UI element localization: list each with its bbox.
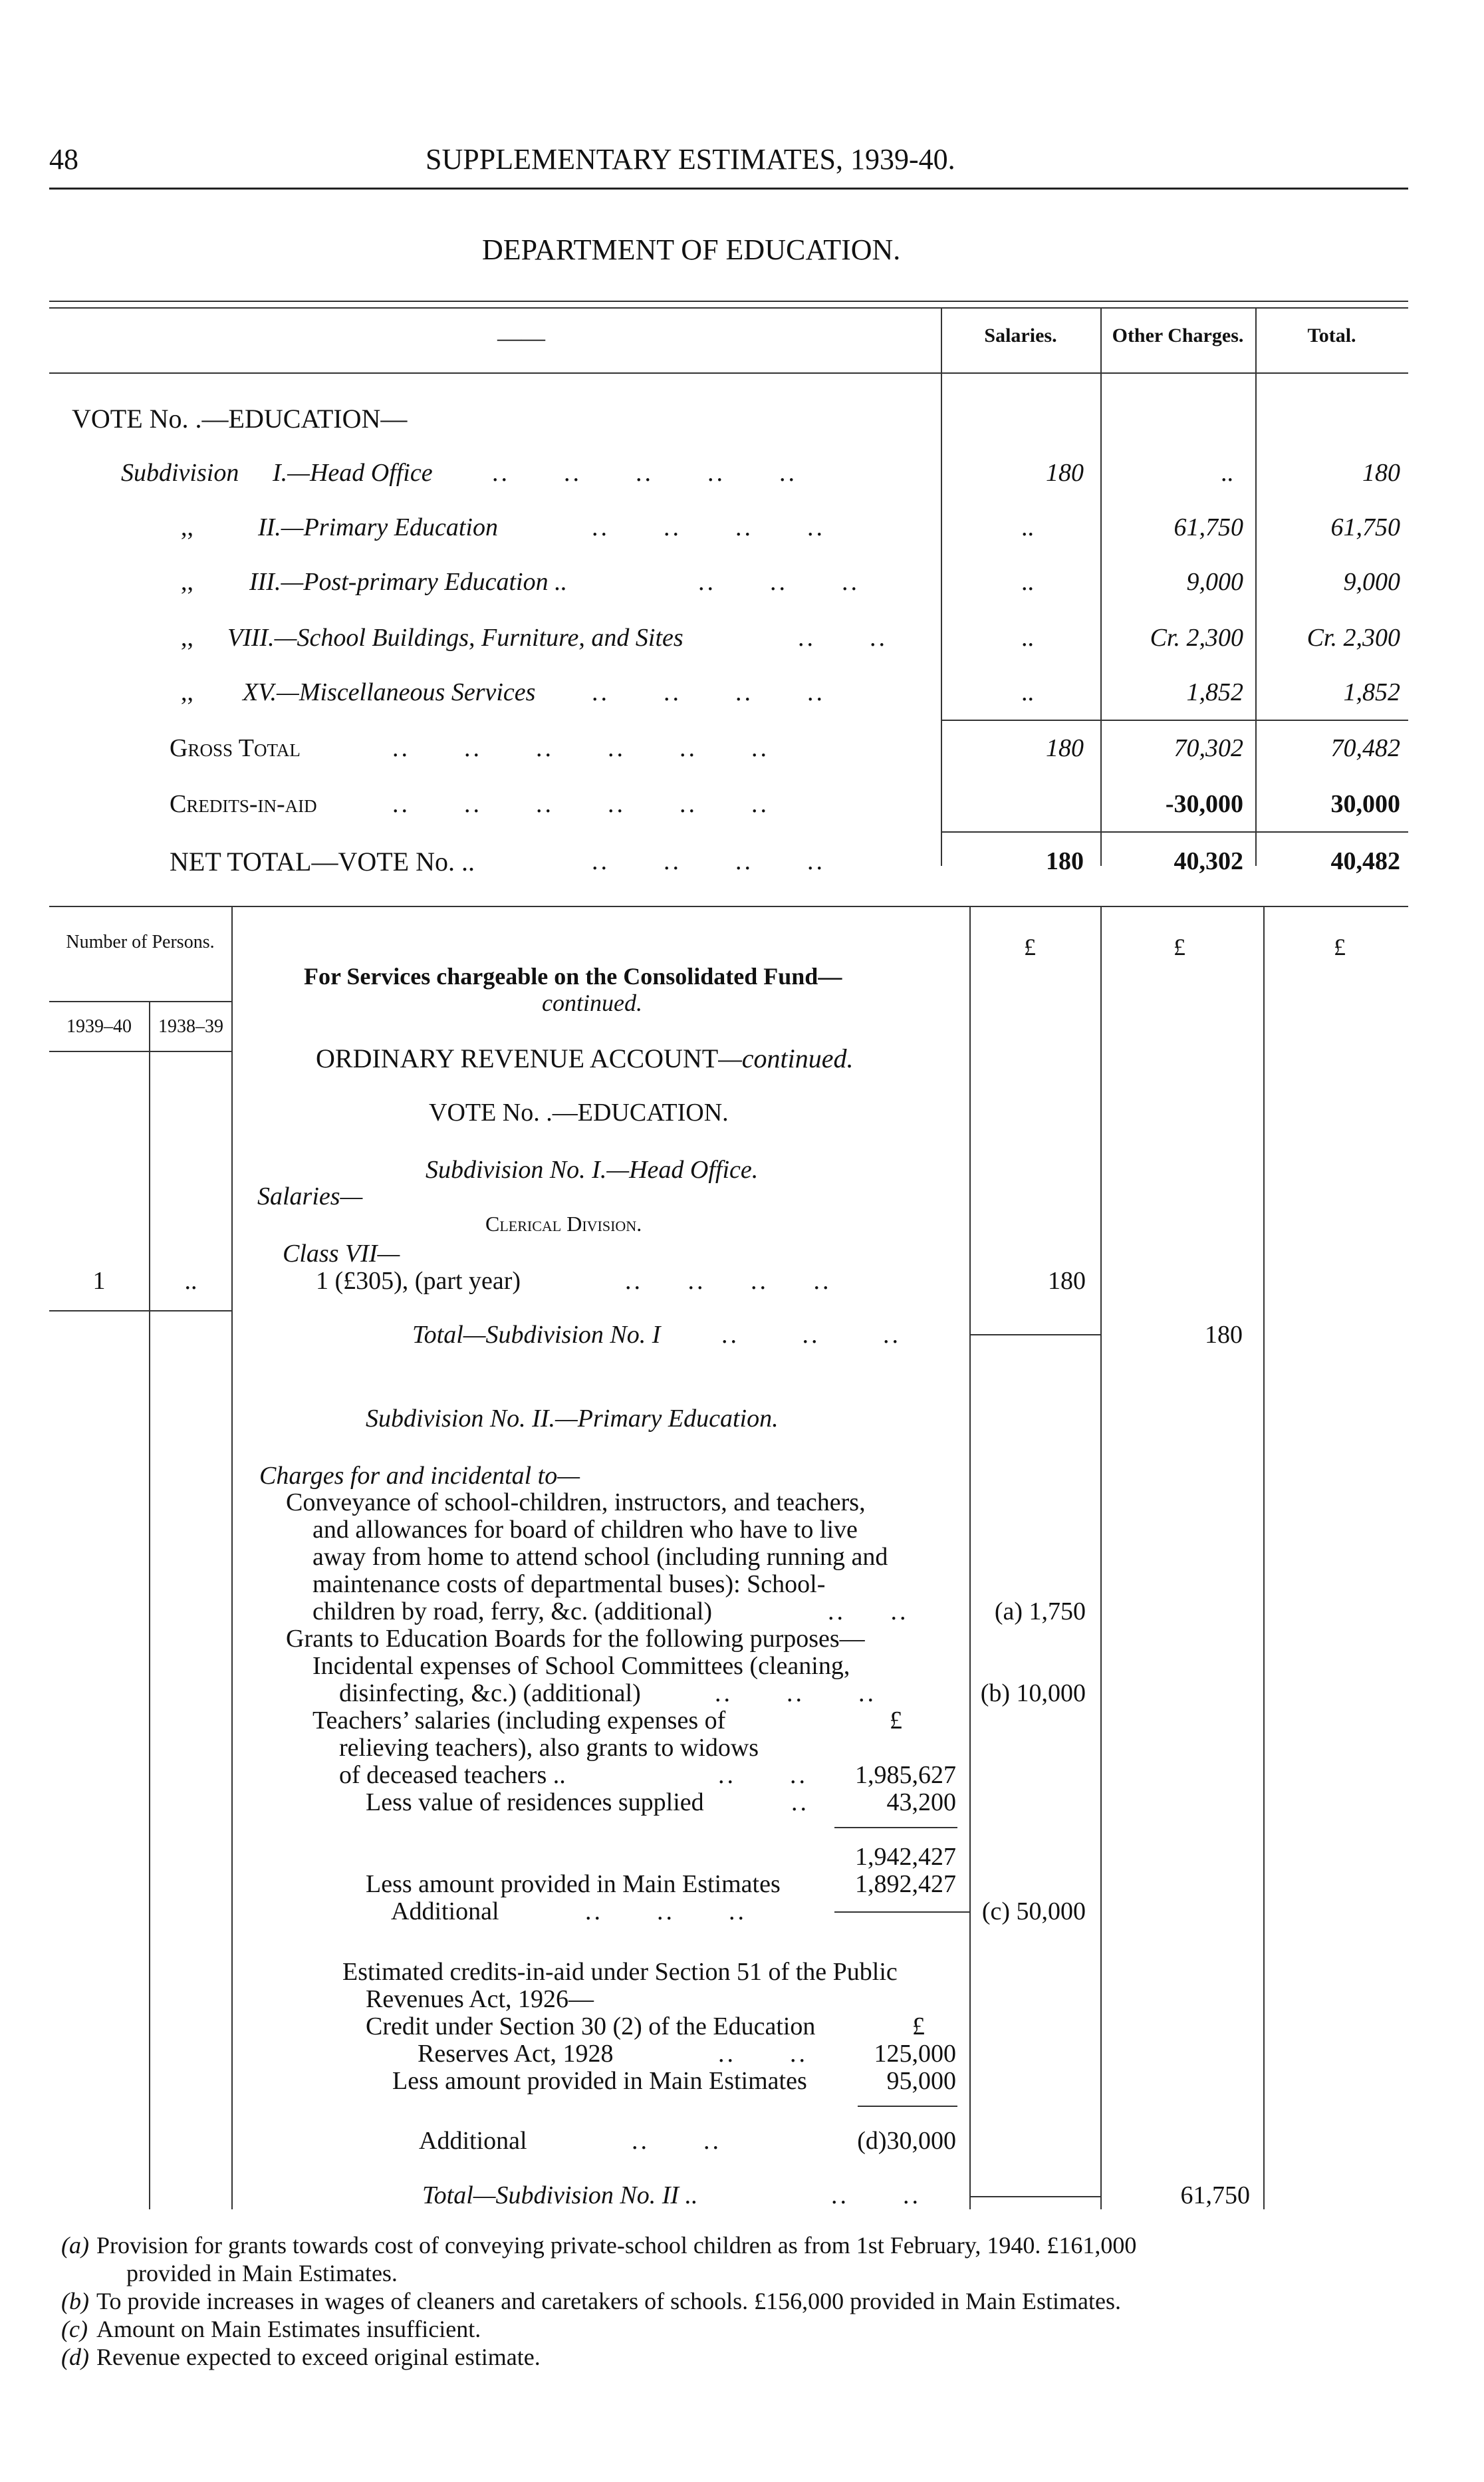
row-5-salaries: .. [1021,678,1034,706]
pound-sign-col-1: £ [1024,934,1036,960]
row-1-other: .. [1221,459,1233,487]
row-1-total: 180 [1362,459,1400,487]
net-total-total: 40,482 [1330,847,1400,875]
subdivision-1-total-label: Total—Subdivision No. I [412,1321,661,1349]
class-vii-item: 1 (£305), (part year) [316,1267,521,1295]
credit-pound-sign: £ [912,2012,925,2040]
credit-additional-amount: (d)30,000 [857,2127,956,2155]
class-vii-label: Class VII— [283,1240,400,1268]
teachers-line-1: Teachers’ salaries (including expenses of [312,1707,726,1734]
footnote-b-text: To provide increases in wages of cleaners and caretakers of schools. £156,000 provided in Main Estimates. [96,2288,1122,2314]
credit-section-line-1: Credit under Section 30 (2) of the Education [366,2012,816,2040]
less-main-estimates-amount: 1,892,427 [855,1870,956,1898]
footnote-a-mark: (a) [61,2232,89,2259]
summary-top-rule [49,301,1408,302]
footnote-a-cont: provided in Main Estimates. [126,2260,398,2286]
row-2-prefix: ,, [181,513,193,541]
net-total-salaries: 180 [1046,847,1084,875]
detail-top-rule [49,906,1408,907]
net-total-label: NET TOTAL—VOTE No. .. [170,847,475,877]
charges-label: Charges for and incidental to— [259,1462,580,1490]
summary-top-rule-2 [49,307,1408,309]
persons-year-divider [149,1001,150,2209]
row-4-prefix: ,, [181,624,193,652]
credits-line-1: Estimated credits-in-aid under Section 51 of the Public [342,1958,898,1986]
net-total-other: 40,302 [1174,847,1243,875]
row-5-prefix: ,, [181,678,193,706]
row-4-total: Cr. 2,300 [1306,624,1400,652]
persons-col-right-border [231,906,233,2209]
footnote-c-text: Amount on Main Estimates insufficient. [96,2316,481,2342]
footnote-d-text: Revenue expected to exceed original estimate. [96,2344,541,2370]
conveyance-line-1: Conveyance of school-children, instructors, and teachers, [286,1488,866,1516]
row-5-total: 1,852 [1343,678,1400,706]
credits-line-2: Revenues Act, 1926— [366,1985,594,2013]
net-total-rule [941,831,1408,833]
teachers-additional-amount: (c) 50,000 [981,1897,1086,1925]
teachers-subtotal-rule [834,1827,957,1828]
less-residences-label: Less value of residences supplied [366,1788,704,1816]
subdivision-1-total: 180 [1205,1321,1243,1349]
credits-other: -30,000 [1165,790,1243,818]
less-main-estimates-label: Less amount provided in Main Estimates [366,1870,781,1898]
row-5-label: XV.—Miscellaneous Services [243,678,536,706]
incidental-line-1: Incidental expenses of School Committees (cleaning, [312,1652,850,1680]
row-1-label: I.—Head Office [273,459,433,487]
header-rule [49,188,1408,190]
class-vii-amount: 180 [1048,1267,1086,1295]
footnote-a-text: Provision for grants towards cost of conveying private-school children as from 1st February, 1940. £161,000 [96,2232,1137,2259]
subdivision-2-heading: Subdivision No. II.—Primary Education. [366,1405,779,1433]
summary-header-rule [49,372,1408,374]
row-4-other: Cr. 2,300 [1150,624,1243,652]
subdivision-2-total-label: Total—Subdivision No. II .. [422,2181,698,2209]
row-3-total: 9,000 [1343,568,1400,596]
page-number: 48 [49,143,78,176]
clerical-division-label: Clerical Division. [485,1212,642,1236]
teachers-pound-sign: £ [890,1707,902,1734]
department-title: DEPARTMENT OF EDUCATION. [482,233,901,266]
teachers-amount: 1,985,627 [855,1761,956,1789]
consolidated-fund-heading: For Services chargeable on the Consolidated Fund— [304,963,842,990]
teachers-line-3: of deceased teachers .. [339,1761,566,1789]
conveyance-line-5: children by road, ferry, &c. (additional) [312,1597,713,1625]
persons-year-1939: 1939–40 [66,1016,132,1037]
subdivision-2-total: 61,750 [1180,2181,1250,2209]
footnote-d-mark: (d) [61,2344,89,2370]
col-salaries-header: Salaries. [984,325,1057,346]
consolidated-fund-continued: continued. [542,990,642,1016]
gross-total-total: 70,482 [1330,734,1400,762]
running-title: SUPPLEMENTARY ESTIMATES, 1939-40. [426,143,955,176]
credit-subtotal-rule [858,2106,957,2107]
amount-col-divider-2 [1100,906,1102,2209]
credit-section-line-2: Reserves Act, 1928 [418,2040,614,2068]
incidental-amount: (b) 10,000 [980,1679,1086,1707]
conveyance-line-4: maintenance costs of departmental buses): School- [312,1570,826,1598]
row-5-other: 1,852 [1186,678,1243,706]
gross-total-label: Gross Total [170,734,301,762]
subdivision-1-heading: Subdivision No. I.—Head Office. [426,1156,759,1184]
gross-total-other: 70,302 [1174,734,1243,762]
teachers-additional-label: Additional [391,1897,499,1925]
row-3-other: 9,000 [1186,568,1243,596]
row-2-total: 61,750 [1330,513,1400,541]
row-3-salaries: .. [1021,568,1034,596]
col-other-charges-header: Other Charges. [1112,325,1244,346]
credits-label: Credits-in-aid [170,790,317,818]
grants-line: Grants to Education Boards for the following purposes— [286,1625,865,1653]
footnote-b-mark: (b) [61,2288,89,2314]
persons-row-rule [49,1310,232,1311]
footnote-c-mark: (c) [61,2316,88,2342]
pound-sign-col-2: £ [1174,934,1185,960]
vote-heading: VOTE No. .—EDUCATION— [72,404,408,434]
persons-header: Number of Persons. [66,932,215,952]
conveyance-amount: (a) 1,750 [994,1597,1086,1625]
teachers-line-2: relieving teachers), also grants to widows [339,1734,759,1762]
row-2-salaries: .. [1021,513,1034,541]
row-2-other: 61,750 [1174,513,1243,541]
row-1-prefix: Subdivision [121,459,239,487]
conveyance-line-2: and allowances for board of children who have to live [312,1516,858,1544]
persons-year-1938: 1938–39 [158,1016,223,1037]
credit-additional-label: Additional [419,2127,527,2155]
vote-detail-heading: VOTE No. .—EDUCATION. [429,1099,729,1127]
credits-total: 30,000 [1330,790,1400,818]
col-total-header: Total. [1307,325,1356,346]
persons-header-rule [49,1001,232,1002]
gross-total-rule [941,720,1408,721]
credit-less-amount: 95,000 [886,2067,956,2095]
row-3-prefix: ,, [181,568,193,596]
account-heading: ORDINARY REVENUE ACCOUNT—continued. [316,1043,854,1073]
credit-amount: 125,000 [874,2040,956,2068]
subdivision-1-total-rule [969,1334,1101,1335]
persons-years-rule [49,1051,232,1052]
summary-dash: —— [497,325,545,351]
subdivision-2-total-rule [969,2196,1101,2197]
less-residences-amount: 43,200 [886,1788,956,1816]
class-vii-persons-1939: 1 [92,1267,106,1295]
credit-less-label: Less amount provided in Main Estimates [392,2067,807,2095]
pound-sign-col-3: £ [1334,934,1346,960]
amount-col-divider-3 [1263,906,1265,2209]
gross-total-salaries: 180 [1046,734,1084,762]
teachers-additional-rule [834,1911,969,1913]
conveyance-line-3: away from home to attend school (including running and [312,1543,888,1571]
salaries-label: Salaries— [257,1182,363,1210]
row-4-label: VIII.—School Buildings, Furniture, and Sites [227,624,683,652]
incidental-line-2: disinfecting, &c.) (additional) [339,1679,641,1707]
row-4-salaries: .. [1021,624,1034,652]
row-3-label: III.—Post-primary Education .. [249,568,568,596]
class-vii-persons-1938: .. [184,1267,197,1295]
row-1-salaries: 180 [1046,459,1084,487]
row-2-label: II.—Primary Education [258,513,498,541]
teachers-subtotal: 1,942,427 [855,1843,956,1871]
amount-col-divider-1 [969,906,971,2209]
